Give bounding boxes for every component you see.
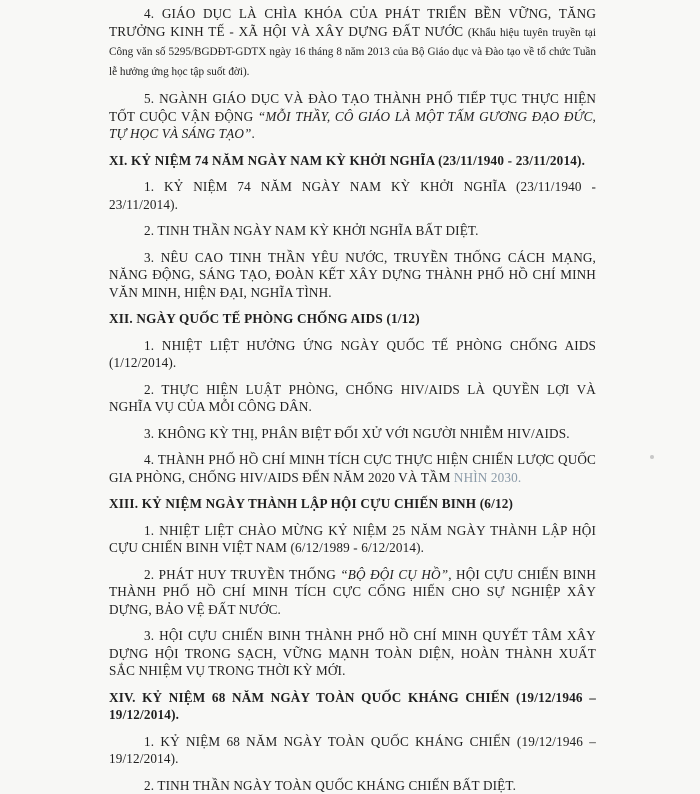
sec13-item2-rest: , HỘI CỰU CHIẾN BINH THÀNH PHỐ HỒ CHÍ MINH TÍCH CỰC CỐNG HIẾN CHO SỰ NGHIỆP XÂY DỰNG, BẢO VỆ ĐẤT NƯỚC. <box>109 567 596 617</box>
sec14-item1: 1. KỶ NIỆM 68 NĂM NGÀY TOÀN QUỐC KHÁNG CHIẾN (19/12/1946 – 19/12/2014). <box>109 733 596 768</box>
sec12-heading: XII. NGÀY QUỐC TẾ PHÒNG CHỐNG AIDS (1/12) <box>109 310 596 328</box>
sec11-heading: XI. KỶ NIỆM 74 NĂM NGÀY NAM KỲ KHỞI NGHĨA (23/11/1940 - 23/11/2014). <box>109 152 596 170</box>
sec13-item1: 1. NHIỆT LIỆT CHÀO MỪNG KỶ NIỆM 25 NĂM NGÀY THÀNH LẬP HỘI CỰU CHIẾN BINH VIỆT NAM (6/12/1989 - 6/12/2014). <box>109 522 596 557</box>
sec13-item3: 3. HỘI CỰU CHIẾN BINH THÀNH PHỐ HỒ CHÍ MINH QUYẾT TÂM XÂY DỰNG HỘI TRONG SẠCH, VỮNG MẠNH TOÀN DIỆN, HOÀN THÀNH XUẤT SẮC NHIỆM VỤ TRONG THỜI KỲ MỚI. <box>109 627 596 680</box>
sec12-item4-tail: NHÌN 2030. <box>454 470 521 485</box>
sec14-item2: 2. TINH THẦN NGÀY TOÀN QUỐC KHÁNG CHIẾN BẤT DIỆT. <box>109 777 596 794</box>
sec10-item4-text: 4. GIÁO DỤC LÀ CHÌA KHÓA CỦA PHÁT TRIỂN BỀN VỮNG, TĂNG TRƯỞNG KINH TẾ - XÃ HỘI VÀ XÂY DỰNG ĐẤT NƯỚC <box>109 6 596 39</box>
sec12-item1: 1. NHIỆT LIỆT HƯỞNG ỨNG NGÀY QUỐC TẾ PHÒNG CHỐNG AIDS (1/12/2014). <box>109 337 596 372</box>
sec13-item2-text: 2. PHÁT HUY TRUYỀN THỐNG <box>144 567 336 582</box>
sec10-item4-note: (Khẩu hiệu tuyên truyền tại Công văn số 5295/BGDĐT-GDTX ngày 16 tháng 8 năm 2013 của Bộ Giáo dục và Đào tạo về tổ chức Tuần lễ hưởng ứng học tập suốt đời). <box>109 27 596 78</box>
sec14-heading: XIV. KỶ NIỆM 68 NĂM NGÀY TOÀN QUỐC KHÁNG CHIẾN (19/12/1946 – 19/12/2014). <box>109 689 596 724</box>
scan-speck <box>650 455 654 459</box>
sec10-item5 <box>109 90 596 143</box>
sec12-item4-text: 4. THÀNH PHỐ HỒ CHÍ MINH TÍCH CỰC THỰC HIỆN CHIẾN LƯỢC QUỐC GIA PHÒNG, CHỐNG HIV/AIDS ĐẾN NĂM 2020 VÀ TẦM <box>109 452 596 485</box>
document-body <box>109 5 596 794</box>
sec11-item1: 1. KỶ NIỆM 74 NĂM NGÀY NAM KỲ KHỞI NGHĨA (23/11/1940 - 23/11/2014). <box>109 178 596 213</box>
sec11-item3: 3. NÊU CAO TINH THẦN YÊU NƯỚC, TRUYỀN THỐNG CÁCH MẠNG, NĂNG ĐỘNG, SÁNG TẠO, ĐOÀN KẾT XÂY DỰNG THÀNH PHỐ HỒ CHÍ MINH VĂN MINH, HIỆN ĐẠI, NGHĨA TÌNH. <box>109 249 596 302</box>
sec13-item2 <box>109 566 596 619</box>
sec11-item2: 2. TINH THẦN NGÀY NAM KỲ KHỞI NGHĨA BẤT DIỆT. <box>109 222 596 240</box>
sec13-heading: XIII. KỶ NIỆM NGÀY THÀNH LẬP HỘI CỰU CHIẾN BINH (6/12) <box>109 495 596 513</box>
sec12-item2: 2. THỰC HIỆN LUẬT PHÒNG, CHỐNG HIV/AIDS LÀ QUYỀN LỢI VÀ NGHĨA VỤ CỦA MỖI CÔNG DÂN. <box>109 381 596 416</box>
sec12-item3: 3. KHÔNG KỲ THỊ, PHÂN BIỆT ĐỐI XỬ VỚI NGƯỜI NHIỄM HIV/AIDS. <box>109 425 596 443</box>
sec12-item4 <box>109 451 596 486</box>
sec10-item4 <box>109 5 596 81</box>
sec10-item5-end: . <box>251 126 254 141</box>
sec10-item5-quote: “MỖI THẦY, CÔ GIÁO LÀ MỘT TẤM GƯƠNG ĐẠO ĐỨC, TỰ HỌC VÀ SÁNG TẠO” <box>109 109 596 142</box>
sec13-item2-quote: “BỘ ĐỘI CỤ HỒ” <box>340 567 448 582</box>
sec10-item5-text: 5. NGÀNH GIÁO DỤC VÀ ĐÀO TẠO THÀNH PHỐ TIẾP TỤC THỰC HIỆN TỐT CUỘC VẬN ĐỘNG <box>109 91 596 124</box>
